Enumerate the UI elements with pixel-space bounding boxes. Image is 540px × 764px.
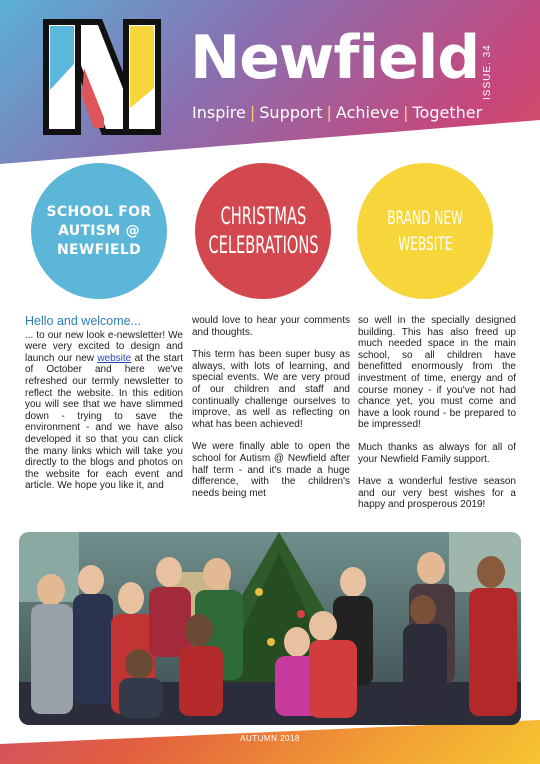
website-line2: WEBSITE bbox=[397, 233, 453, 255]
website-link[interactable]: website bbox=[97, 352, 132, 364]
issue-number: ISSUE. 34 bbox=[482, 44, 493, 100]
tagline-separator: | bbox=[403, 103, 409, 122]
article-paragraph-3: This term has been super busy as always, with lots of learning, and special events. We are very proud of our children and staff and continually challenge ourselves to improve, as well as reflecting on what has been achieved! bbox=[192, 349, 350, 430]
christmas-line1: CHRISTMAS bbox=[220, 202, 306, 230]
brand-new-website-circle[interactable] bbox=[357, 163, 493, 299]
footer-season: AUTUMN 2018 bbox=[240, 734, 300, 743]
christmas-celebrations-circle[interactable] bbox=[195, 163, 331, 299]
tagline-inspire: Inspire bbox=[192, 103, 246, 122]
brand-new-website-label bbox=[378, 205, 473, 257]
article-paragraph-1 bbox=[25, 330, 183, 492]
article-paragraph-7: Have a wonderful festive season and our very best wishes for a happy and prosperous 2019! bbox=[358, 476, 516, 511]
article-column-2 bbox=[192, 315, 350, 510]
tagline-support: Support bbox=[259, 103, 323, 122]
website-line1: BRAND NEW bbox=[387, 207, 463, 229]
article-column-3 bbox=[358, 315, 516, 522]
tagline bbox=[192, 103, 482, 122]
article-heading: Hello and welcome... bbox=[25, 314, 142, 328]
article-column-1 bbox=[25, 314, 183, 503]
brand-title: Newfield bbox=[190, 23, 480, 93]
group-photo-image bbox=[19, 532, 521, 725]
article-paragraph-2: would love to hear your comments and thoughts. bbox=[192, 315, 350, 338]
article-paragraph-4: We were finally able to open the school for Autism @ Newfield after half term - and it's made a huge difference, with the children's needs being met bbox=[192, 441, 350, 499]
p1-text-before: ... to our new look e-newsletter! We were very excited to design and launch our new bbox=[25, 329, 183, 364]
article-paragraph-5: so well in the specially designed building. This has also freed up much needed space in the main school, so all children have benefitted enormously from the investment of time, energy and of course money - if you've not had chance yet, you must come and have a look round - be prepared to be impressed! bbox=[358, 315, 516, 431]
christmas-group-photo[interactable] bbox=[19, 532, 521, 725]
tagline-separator: | bbox=[249, 103, 256, 122]
school-for-autism-circle[interactable] bbox=[31, 163, 167, 299]
tagline-together: Together bbox=[412, 103, 483, 122]
christmas-celebrations-label bbox=[192, 202, 333, 260]
p1-text-after: at the start of October and here we've refreshed our termly newsletter to reflect the website. In this edition you will see that we have slimmed down - trying to save the environment - and we have also developed it so that you can click the many links which will take you directly to the blogs and photos on the website for each event and article. We hope you like it, and bbox=[25, 352, 183, 492]
newfield-logo bbox=[42, 18, 162, 136]
tagline-separator: | bbox=[326, 103, 332, 122]
tagline-achieve: Achieve bbox=[335, 103, 400, 122]
article-paragraph-6: Much thanks as always for all of your Newfield Family support. bbox=[358, 441, 516, 465]
school-for-autism-label: SCHOOL FOR AUTISM @ NEWFIELD bbox=[46, 203, 152, 258]
christmas-line2: CELEBRATIONS bbox=[207, 231, 319, 259]
